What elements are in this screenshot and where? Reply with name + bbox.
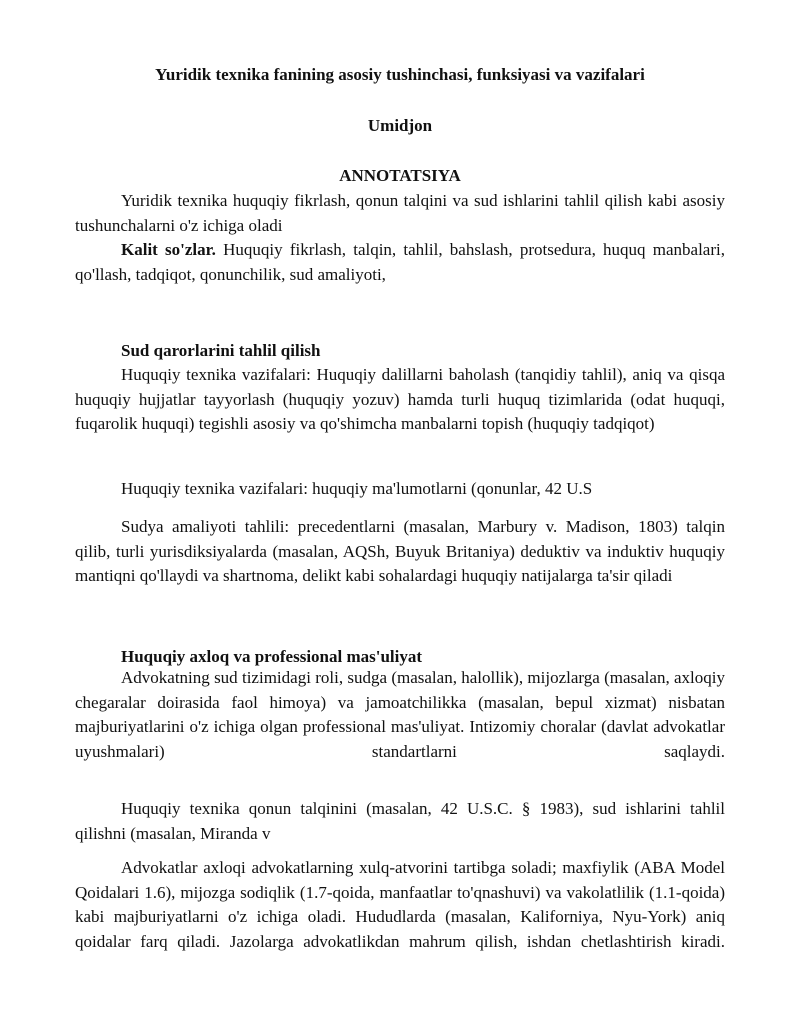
section-heading-court-decisions: Sud qarorlarini tahlil qilish: [121, 341, 321, 360]
annotation-text: Yuridik texnika huquqiy fikrlash, qonun talqini va sud ishlarini tahlil qilish kabi asosiy tushunchalarni o'z ichiga oladi: [75, 191, 725, 235]
paragraph-judicial-practice: Sudya amaliyoti tahlili: precedentlarni (masalan, Marbury v. Madison, 1803) talqin qilib, turli yurisdiksiyalarda (masalan, AQSh, Buyuk Britaniya) deduktiv va induktiv huquqiy mantiqni qo'llaydi va shartnoma, delikt kabi sohalardagi huquqiy natijalarga ta'sir qiladi: [75, 517, 725, 585]
keywords-text: Huquqiy fikrlash, talqin, tahlil, bahslash, protsedura, huquq manbalari, qo'llash, tadqiqot, qonunchilik, sud amaliyoti,: [75, 240, 725, 284]
keywords-label: Kalit so'zlar.: [121, 240, 216, 259]
annotation-heading: ANNOTATSIYA: [339, 166, 461, 185]
paragraph-law-interpretation: Huquqiy texnika qonun talqinini (masalan, 42 U.S.C. § 1983), sud ishlarini tahlil qilishni (masalan, Miranda v: [75, 799, 725, 843]
paragraph-lawyer-role: Advokatning sud tizimidagi roli, sudga (masalan, halollik), mijozlarga (masalan, axloqiy chegaralar doirasida faol himoya) va jamoatchilikka (masalan, bepul xizmat) nisbatan majburiyatlarini o'z ichiga olgan professional mas'uliyat. Intizomiy choralar (davlat advokatlar uyushmalari) standartlarni saqlaydi.: [75, 668, 725, 761]
paragraph-legal-technique-info: Huquqiy texnika vazifalari: huquqiy ma'lumotlarni (qonunlar, 42 U.S: [121, 479, 593, 498]
paragraph-legal-technique-tasks: Huquqiy texnika vazifalari: Huquqiy dalillarni baholash (tanqidiy tahlil), aniq va qisqa huquqiy hujjatlar tayyorlash (huquqiy yozuv) hamda turli huquq tizimlarida (odat huquqi, fuqarolik huquqi) tegishli asosiy va qo'shimcha manbalarni topish (huquqiy tadqiqot): [75, 365, 725, 433]
author-name: Umidjon: [367, 116, 433, 135]
paragraph-lawyer-ethics: Advokatlar axloqi advokatlarning xulq-atvorini tartibga soladi; maxfiylik (ABA Model Qoidalari 1.6), mijozga sodiqlik (1.7-qoida, manfaatlar to'qnashuvi) va vakolatlilik (1.1-qoida) kabi majburiyatlarni o'z ichiga oladi. Hududlarda (masalan, Kaliforniya, Nyu-York) aniq qoidalar farq qiladi. Jazolarga advokatlikdan mahrum qilish, ishdan chetlashtirish kiradi.: [75, 858, 725, 951]
document-title: Yuridik texnika fanining asosiy tushinchasi, funksiyasi va vazifalari: [155, 65, 645, 84]
section-heading-legal-ethics: Huquqiy axloq va professional mas'uliyat: [121, 647, 423, 666]
keywords-paragraph: [75, 238, 725, 287]
